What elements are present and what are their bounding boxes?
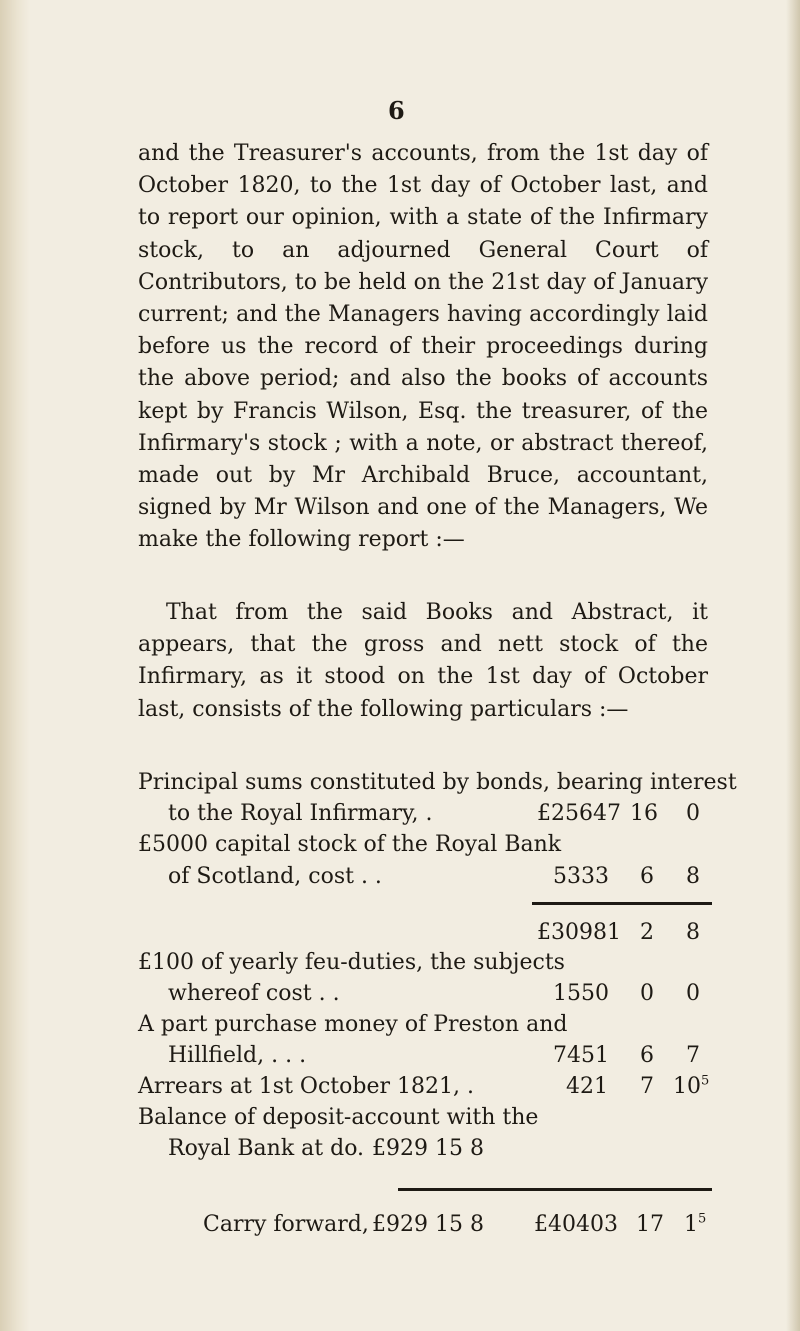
carry-forward-pence	[684, 1210, 706, 1240]
carry-forward-pence-fraction: 5	[698, 1211, 707, 1227]
paragraph-stock-statement: That from the said Books and Abstract, it appears, that the gross and nett stock of the Infirmary, as it stood on the 1st day of October last, consists of the following particulars :—	[138, 600, 708, 722]
arrears-shillings: 7	[640, 1074, 654, 1099]
page-edge-right	[786, 0, 800, 1331]
principal-amount: £25647	[537, 801, 621, 826]
arrears-pence-value: 10	[673, 1074, 701, 1099]
principal-shillings: 16	[630, 801, 658, 826]
entry-principal-line1: Principal sums constituted by bonds, bearing interest	[138, 770, 737, 795]
entry-feu-line1: £100 of yearly feu-duties, the subjects	[138, 950, 565, 975]
entry-preston-line2: Hillfield, . . .	[168, 1043, 307, 1068]
feu-shillings: 0	[640, 981, 654, 1006]
arrears-amount: 421	[566, 1074, 608, 1099]
carry-forward-left: £929 15 8	[372, 1212, 484, 1237]
capital-shillings: 6	[640, 864, 654, 889]
entry-preston-line1: A part purchase money of Preston and	[138, 1012, 568, 1037]
subtotal-amount: £30981	[537, 920, 621, 945]
preston-amount: 7451	[553, 1043, 609, 1068]
entry-capital-line1: £5000 capital stock of the Royal Bank	[138, 832, 562, 857]
subtotal-pence: 8	[686, 920, 700, 945]
preston-pence: 7	[686, 1043, 700, 1068]
subtotal-rule	[532, 902, 712, 905]
balance-amount: £929 15 8	[372, 1136, 484, 1161]
carry-forward-shillings: 17	[636, 1212, 664, 1237]
page-edge-left	[0, 0, 30, 1331]
capital-amount: 5333	[553, 864, 609, 889]
page-number: 6	[388, 96, 405, 125]
arrears-pence-fraction: 5	[701, 1073, 710, 1089]
entry-balance-line1: Balance of deposit-account with the	[138, 1105, 539, 1130]
entry-principal-line2: to the Royal Infirmary, .	[168, 801, 433, 826]
paragraph-report-intro: and the Treasurer's accounts, from the 1st day of October 1820, to the 1st day of October last, and to report our opinion, with a state of the Infirmary stock, to an adjourned General Court of Contributors, to be held on the 21st day of January current; and the Managers having accordingly laid before us the record of their proceedings during the above period; and also the books of accounts kept by Francis Wilson, Esq. the treasurer, of the Infirmary's stock ; with a note, or abstract thereof, made out by Mr Archibald Bruce, accountant, signed by Mr Wilson and one of the Managers, We make the following report :—	[138, 141, 708, 553]
carry-forward-label: Carry forward,	[203, 1212, 369, 1237]
carry-forward-rule	[398, 1188, 712, 1191]
arrears-pence	[673, 1072, 709, 1102]
feu-pence: 0	[686, 981, 700, 1006]
subtotal-shillings: 2	[640, 920, 654, 945]
entry-arrears: Arrears at 1st October 1821, .	[138, 1074, 474, 1099]
preston-shillings: 6	[640, 1043, 654, 1068]
entry-capital-line2: of Scotland, cost . .	[168, 864, 382, 889]
carry-forward-pence-value: 1	[684, 1212, 698, 1237]
capital-pence: 8	[686, 864, 700, 889]
principal-pence: 0	[686, 801, 700, 826]
carry-forward-amount: £40403	[534, 1212, 618, 1237]
feu-amount: 1550	[553, 981, 609, 1006]
entry-feu-line2: whereof cost . .	[168, 981, 340, 1006]
entry-balance-line2: Royal Bank at do.	[168, 1136, 365, 1161]
